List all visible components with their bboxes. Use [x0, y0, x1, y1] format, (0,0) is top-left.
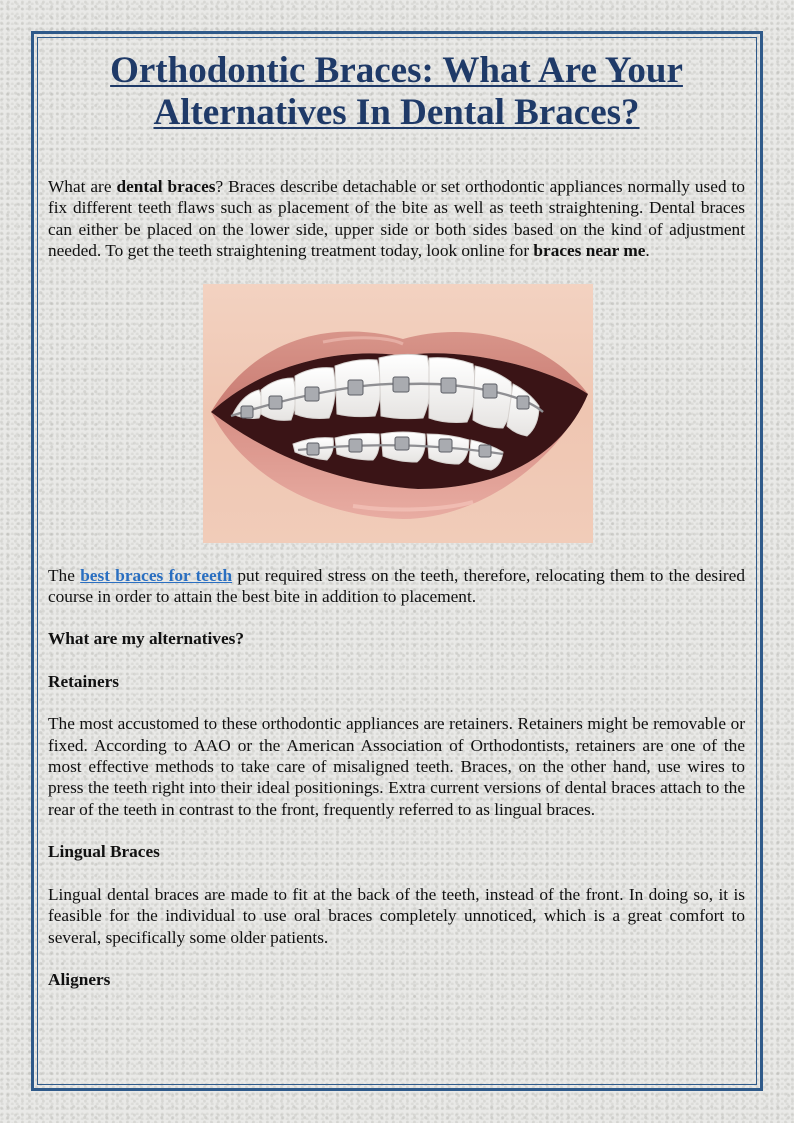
best-text-2: put required stress on the teeth, therefore, relocating them to the desired course in order to attain the best bite in addition to placement. [48, 565, 745, 607]
heading-aligners: Aligners [48, 969, 111, 989]
best-braces-paragraph [48, 565, 745, 608]
heading-lingual-braces: Lingual Braces [48, 842, 160, 862]
retainers-paragraph: The most accustomed to these orthodontic appliances are retainers. Retainers might be removable or fixed. According to AAO or the American Association of Orthodontists, retainers are one of the most effective methods to take care of misaligned teeth. Braces, on the other hand, use wires to press the teeth right into their ideal positionings. Extra current versions of dental braces attach to the rear of the teeth in contrast to the front, frequently referred to as lingual braces. [48, 714, 745, 819]
lingual-paragraph: Lingual dental braces are made to fit at the back of the teeth, instead of the front. In doing so, it is feasible for the individual to use oral braces completely unnoticed, which is a great comfort to several, specifically some older patients. [48, 884, 745, 947]
smile-with-braces-icon [203, 284, 593, 543]
intro-text-1: What are [48, 177, 117, 196]
heading-alternatives: What are my alternatives? [48, 629, 244, 649]
heading-retainers: Retainers [48, 671, 120, 691]
intro-text-3: . [645, 241, 650, 261]
intro-bold-braces-near-me: braces near me [533, 241, 646, 261]
title-line-2: Alternatives In Dental Braces? [153, 92, 640, 133]
document-body [48, 50, 745, 990]
best-braces-link[interactable]: best braces for teeth [80, 565, 233, 585]
intro-paragraph [48, 176, 745, 262]
title-line-1: Orthodontic Braces: What Are Your [110, 50, 683, 91]
braces-photo [203, 284, 593, 543]
best-text-1: The [48, 565, 81, 585]
intro-text-2: ? Braces describe detachable or set orthodontic appliances normally used to fix different teeth flaws such as placement of the bite as well as teeth straightening. Dental braces can either be placed on the lower side, upper side or both sides based on the kind of adjustment needed. To get the teeth straightening treatment today, look online for [48, 177, 745, 261]
page-title [48, 50, 745, 134]
intro-bold-dental-braces: dental braces [116, 177, 216, 196]
